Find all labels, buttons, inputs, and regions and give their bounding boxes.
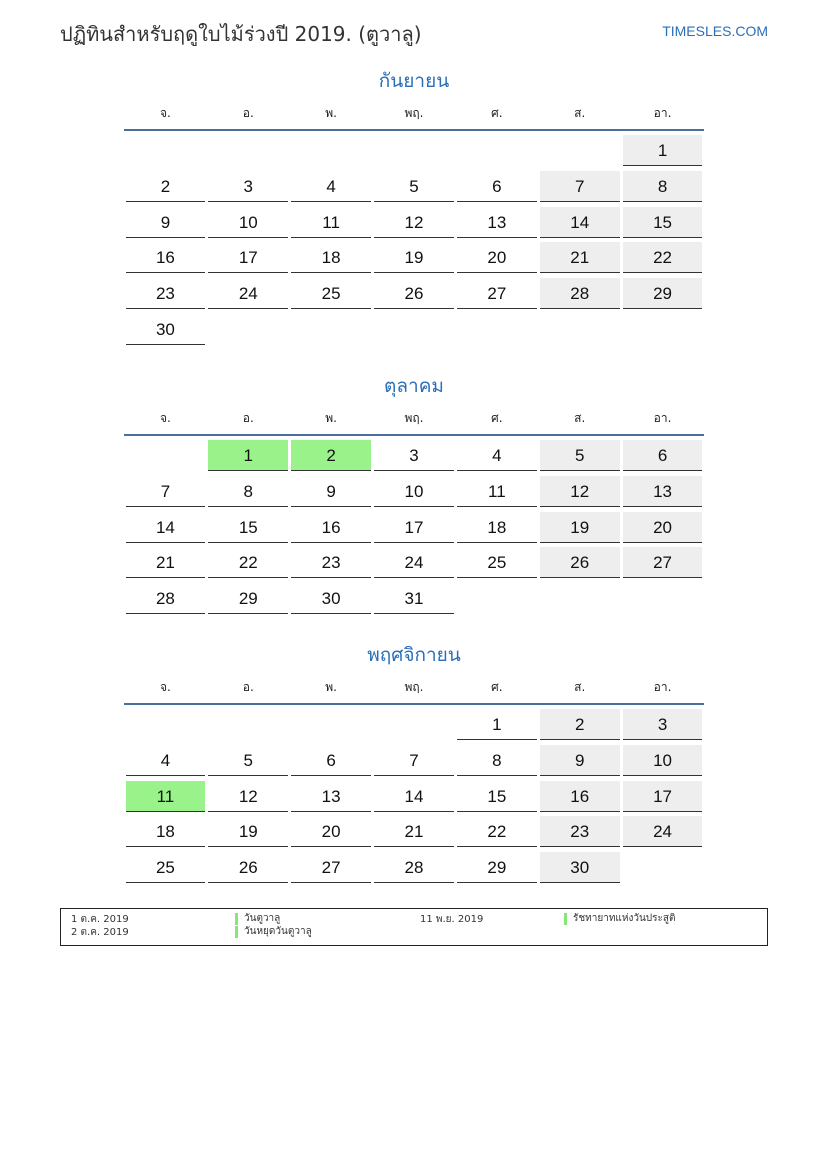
legend-holiday-name: วันตูวาลู bbox=[235, 913, 280, 925]
day-cell: 21 bbox=[374, 816, 454, 847]
weekday-label: พ. bbox=[325, 411, 337, 425]
day-cell: 27 bbox=[623, 547, 703, 578]
day-cell: 7 bbox=[126, 476, 206, 507]
day-cell: 31 bbox=[374, 583, 454, 614]
day-cell: 28 bbox=[126, 583, 206, 614]
weekday-label: พฤ. bbox=[404, 106, 424, 120]
month-november bbox=[124, 641, 704, 888]
day-cell: 29 bbox=[208, 583, 288, 614]
day-cell: 2 bbox=[540, 709, 620, 740]
day-cell: 9 bbox=[540, 745, 620, 776]
day-cell: 17 bbox=[208, 242, 288, 273]
day-cell: 10 bbox=[208, 207, 288, 238]
day-cell: 6 bbox=[291, 745, 371, 776]
day-cell: 22 bbox=[208, 547, 288, 578]
day-grid bbox=[124, 709, 704, 888]
day-cell: 23 bbox=[126, 278, 206, 309]
day-cell: 29 bbox=[623, 278, 703, 309]
day-grid bbox=[124, 135, 704, 350]
day-cell: 13 bbox=[623, 476, 703, 507]
day-cell: 6 bbox=[457, 171, 537, 202]
day-cell: 12 bbox=[374, 207, 454, 238]
day-cell: 26 bbox=[374, 278, 454, 309]
month-title: พฤศจิกายน bbox=[367, 644, 461, 666]
day-cell: 24 bbox=[374, 547, 454, 578]
day-cell: 15 bbox=[623, 207, 703, 238]
day-cell: 28 bbox=[374, 852, 454, 883]
day-cell: 13 bbox=[291, 781, 371, 812]
empty-cell bbox=[290, 709, 373, 745]
weekday-label: จ. bbox=[159, 411, 171, 425]
weekday-label: ส. bbox=[574, 106, 586, 120]
day-cell: 3 bbox=[208, 171, 288, 202]
empty-cell bbox=[290, 135, 373, 171]
day-cell: 17 bbox=[623, 781, 703, 812]
holiday-day-cell: 1 bbox=[208, 440, 288, 471]
day-cell: 24 bbox=[623, 816, 703, 847]
day-cell: 15 bbox=[208, 512, 288, 543]
day-cell: 26 bbox=[540, 547, 620, 578]
legend-holiday-name: รัชทายาทแห่งวันประสูติ bbox=[564, 913, 676, 925]
day-cell: 21 bbox=[540, 242, 620, 273]
day-cell: 30 bbox=[126, 314, 206, 345]
empty-cell bbox=[207, 135, 290, 171]
day-cell: 24 bbox=[208, 278, 288, 309]
day-cell: 7 bbox=[374, 745, 454, 776]
day-cell: 19 bbox=[208, 816, 288, 847]
day-cell: 1 bbox=[623, 135, 703, 166]
legend-date: 11 พ.ย. 2019 bbox=[420, 914, 484, 925]
day-cell: 8 bbox=[457, 745, 537, 776]
day-cell: 17 bbox=[374, 512, 454, 543]
day-cell: 3 bbox=[374, 440, 454, 471]
weekday-label: อ. bbox=[242, 680, 254, 694]
day-cell: 22 bbox=[623, 242, 703, 273]
day-cell: 25 bbox=[126, 852, 206, 883]
legend-date: 2 ต.ค. 2019 bbox=[71, 927, 129, 938]
day-cell: 14 bbox=[126, 512, 206, 543]
legend-date: 1 ต.ค. 2019 bbox=[71, 914, 129, 925]
empty-cell bbox=[538, 135, 621, 171]
legend-holiday-name: วันหยุดวันตูวาลู bbox=[235, 926, 312, 938]
day-cell: 23 bbox=[540, 816, 620, 847]
day-cell: 4 bbox=[291, 171, 371, 202]
weekday-label: อา. bbox=[653, 680, 672, 694]
day-cell: 6 bbox=[623, 440, 703, 471]
weekday-label: อ. bbox=[242, 411, 254, 425]
day-cell: 14 bbox=[540, 207, 620, 238]
day-cell: 12 bbox=[208, 781, 288, 812]
day-cell: 11 bbox=[457, 476, 537, 507]
legend-row bbox=[61, 913, 767, 926]
page-title: ปฏิทินสำหรับฤดูใบไม้ร่วงปี 2019. (ตูวาลู) bbox=[60, 22, 422, 46]
day-cell: 20 bbox=[291, 816, 371, 847]
day-cell: 10 bbox=[374, 476, 454, 507]
empty-cell bbox=[373, 135, 456, 171]
day-cell: 10 bbox=[623, 745, 703, 776]
day-cell: 19 bbox=[540, 512, 620, 543]
day-cell: 16 bbox=[291, 512, 371, 543]
day-cell: 27 bbox=[291, 852, 371, 883]
weekday-header bbox=[124, 101, 704, 131]
day-cell: 15 bbox=[457, 781, 537, 812]
day-cell: 25 bbox=[291, 278, 371, 309]
day-cell: 13 bbox=[457, 207, 537, 238]
day-cell: 7 bbox=[540, 171, 620, 202]
day-cell: 26 bbox=[208, 852, 288, 883]
weekday-label: พฤ. bbox=[404, 680, 424, 694]
weekday-label: ศ. bbox=[491, 106, 503, 120]
weekday-header bbox=[124, 675, 704, 705]
day-cell: 19 bbox=[374, 242, 454, 273]
day-cell: 9 bbox=[291, 476, 371, 507]
day-cell: 30 bbox=[540, 852, 620, 883]
day-cell: 11 bbox=[291, 207, 371, 238]
empty-cell bbox=[124, 135, 207, 171]
day-cell: 9 bbox=[126, 207, 206, 238]
weekday-label: จ. bbox=[159, 680, 171, 694]
day-cell: 18 bbox=[457, 512, 537, 543]
month-title: ตุลาคม bbox=[384, 375, 444, 397]
holiday-day-cell: 11 bbox=[126, 781, 206, 812]
day-cell: 2 bbox=[126, 171, 206, 202]
weekday-label: พฤ. bbox=[404, 411, 424, 425]
weekday-label: พ. bbox=[325, 680, 337, 694]
day-grid bbox=[124, 440, 704, 619]
month-title: กันยายน bbox=[378, 70, 450, 92]
empty-cell bbox=[124, 440, 207, 476]
weekday-header bbox=[124, 406, 704, 436]
day-cell: 28 bbox=[540, 278, 620, 309]
day-cell: 20 bbox=[623, 512, 703, 543]
day-cell: 16 bbox=[126, 242, 206, 273]
brand-link[interactable]: TIMESLES.COM bbox=[662, 23, 768, 39]
legend-row bbox=[61, 926, 767, 939]
day-cell: 29 bbox=[457, 852, 537, 883]
day-cell: 20 bbox=[457, 242, 537, 273]
empty-cell bbox=[455, 135, 538, 171]
day-cell: 1 bbox=[457, 709, 537, 740]
day-cell: 18 bbox=[126, 816, 206, 847]
empty-cell bbox=[373, 709, 456, 745]
weekday-label: อ. bbox=[242, 106, 254, 120]
day-cell: 4 bbox=[457, 440, 537, 471]
weekday-label: อา. bbox=[653, 411, 672, 425]
day-cell: 4 bbox=[126, 745, 206, 776]
day-cell: 16 bbox=[540, 781, 620, 812]
day-cell: 23 bbox=[291, 547, 371, 578]
day-cell: 8 bbox=[623, 171, 703, 202]
weekday-label: ศ. bbox=[491, 411, 503, 425]
empty-cell bbox=[207, 709, 290, 745]
weekday-label: จ. bbox=[159, 106, 171, 120]
day-cell: 21 bbox=[126, 547, 206, 578]
day-cell: 5 bbox=[208, 745, 288, 776]
month-october bbox=[124, 372, 704, 619]
day-cell: 22 bbox=[457, 816, 537, 847]
day-cell: 8 bbox=[208, 476, 288, 507]
holiday-legend bbox=[60, 908, 768, 946]
day-cell: 18 bbox=[291, 242, 371, 273]
weekday-label: ส. bbox=[574, 680, 586, 694]
day-cell: 12 bbox=[540, 476, 620, 507]
month-september bbox=[124, 67, 704, 350]
day-cell: 25 bbox=[457, 547, 537, 578]
day-cell: 27 bbox=[457, 278, 537, 309]
empty-cell bbox=[124, 709, 207, 745]
weekday-label: ศ. bbox=[491, 680, 503, 694]
weekday-label: พ. bbox=[325, 106, 337, 120]
day-cell: 5 bbox=[540, 440, 620, 471]
weekday-label: อา. bbox=[653, 106, 672, 120]
holiday-day-cell: 2 bbox=[291, 440, 371, 471]
weekday-label: ส. bbox=[574, 411, 586, 425]
day-cell: 14 bbox=[374, 781, 454, 812]
day-cell: 30 bbox=[291, 583, 371, 614]
day-cell: 5 bbox=[374, 171, 454, 202]
day-cell: 3 bbox=[623, 709, 703, 740]
